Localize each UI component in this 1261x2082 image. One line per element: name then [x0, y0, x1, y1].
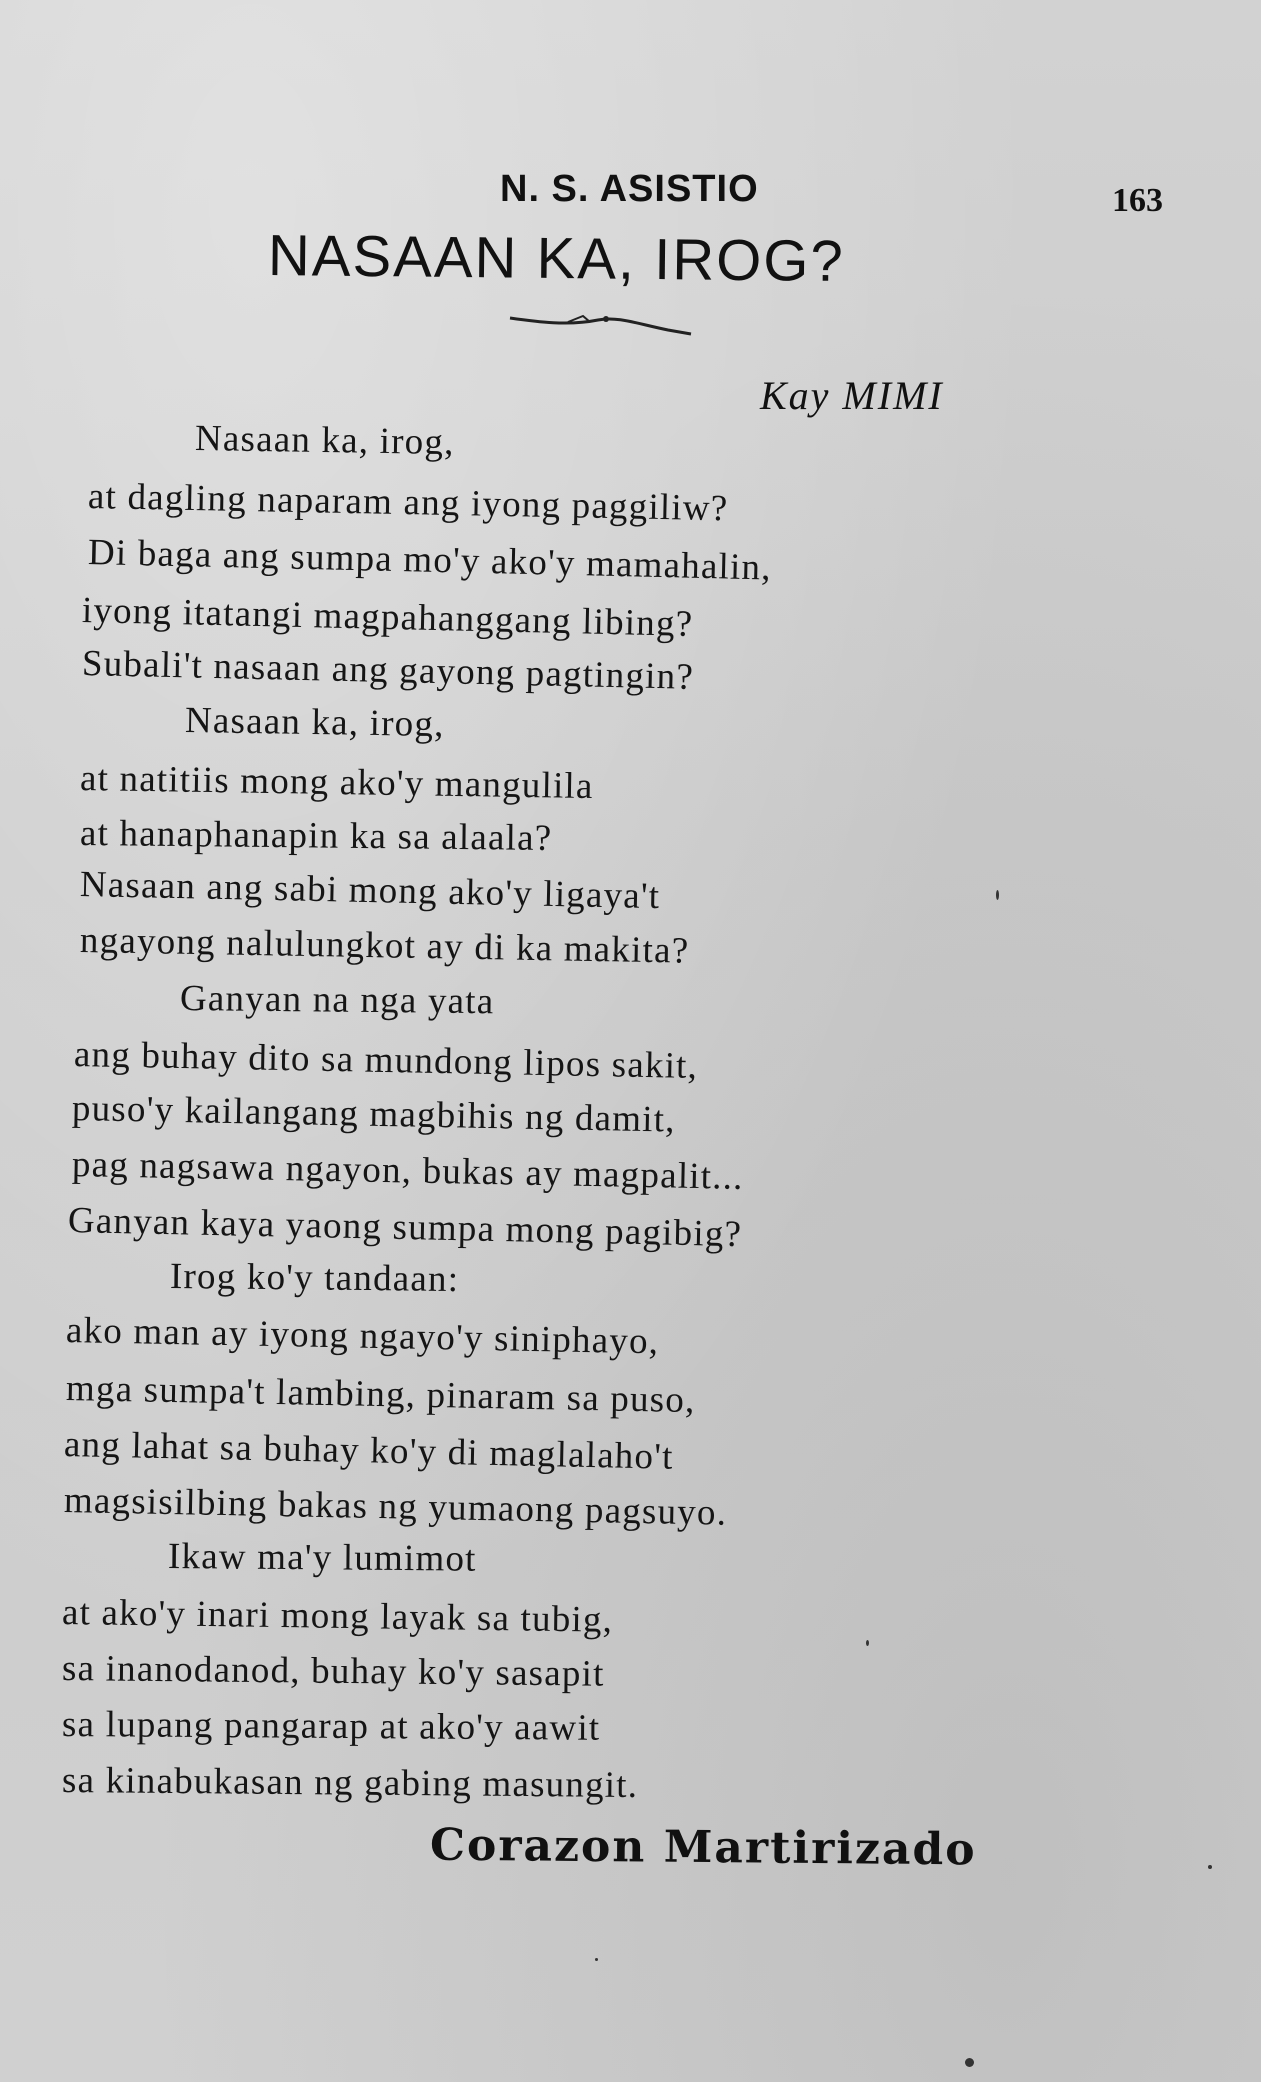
poem-line: at ako'y inari mong layak sa tubig,	[61, 1592, 614, 1641]
page-number: 163	[1112, 182, 1163, 219]
poem-line: iyong itatangi magpahanggang libing?	[81, 590, 694, 645]
poem-line: Irog ko'y tandaan:	[169, 1256, 460, 1301]
poem-line: Nasaan ka, irog,	[184, 700, 445, 746]
poem-line: sa inanodanod, buhay ko'y sasapit	[61, 1648, 605, 1695]
signature: Corazon Martirizado	[429, 1819, 977, 1876]
paper-speck	[965, 2058, 974, 2067]
poem-line: puso'y kailangang magbihis ng damit,	[71, 1088, 677, 1141]
poem-line: Ganyan kaya yaong sumpa mong pagibig?	[67, 1200, 743, 1256]
dedication: Kay MIMI	[760, 373, 944, 418]
poem-line: at dagling naparam ang iyong paggiliw?	[87, 476, 729, 530]
poem-line: Nasaan ka, irog,	[194, 418, 455, 464]
poem-line: at hanaphanapin ka sa alaala?	[79, 813, 553, 859]
paper-speck	[595, 1958, 598, 1961]
poem-line: Nasaan ang sabi mong ako'y ligaya't	[79, 864, 661, 918]
poem-line: pag nagsawa ngayon, bukas ay magpalit...	[71, 1144, 744, 1198]
poem-title: NASAAN KA, IROG?	[267, 223, 846, 295]
poem-line: Subali't nasaan ang gayong pagtingin?	[81, 643, 695, 698]
poem-line: mga sumpa't lambing, pinaram sa puso,	[65, 1368, 696, 1422]
poem-line: ngayong nalulungkot ay di ka makita?	[79, 920, 690, 972]
poem-line: ang lahat sa buhay ko'y di maglalaho't	[63, 1424, 674, 1478]
poem-line: ang buhay dito sa mundong lipos sakit,	[73, 1034, 699, 1087]
paper-speck	[996, 890, 999, 900]
poem-line: ako man ay iyong ngayo'y siniphayo,	[65, 1310, 660, 1363]
poem-line: Ikaw ma'y lumimot	[167, 1536, 477, 1580]
paper-speck	[1208, 1865, 1212, 1869]
author-header: N. S. ASISTIO	[500, 168, 759, 210]
poem-line: sa lupang pangarap at ako'y aawit	[61, 1704, 601, 1749]
paper-speck	[866, 1640, 869, 1646]
poem-line: sa kinabukasan ng gabing masungit.	[61, 1760, 639, 1807]
poem-line: Di baga ang sumpa mo'y ako'y mamahalin,	[87, 532, 773, 589]
poem-line: at natitiis mong ako'y mangulila	[79, 758, 594, 808]
poem-line: Ganyan na nga yata	[179, 978, 495, 1023]
poem-line: magsisilbing bakas ng yumaong pagsuyo.	[63, 1480, 728, 1534]
